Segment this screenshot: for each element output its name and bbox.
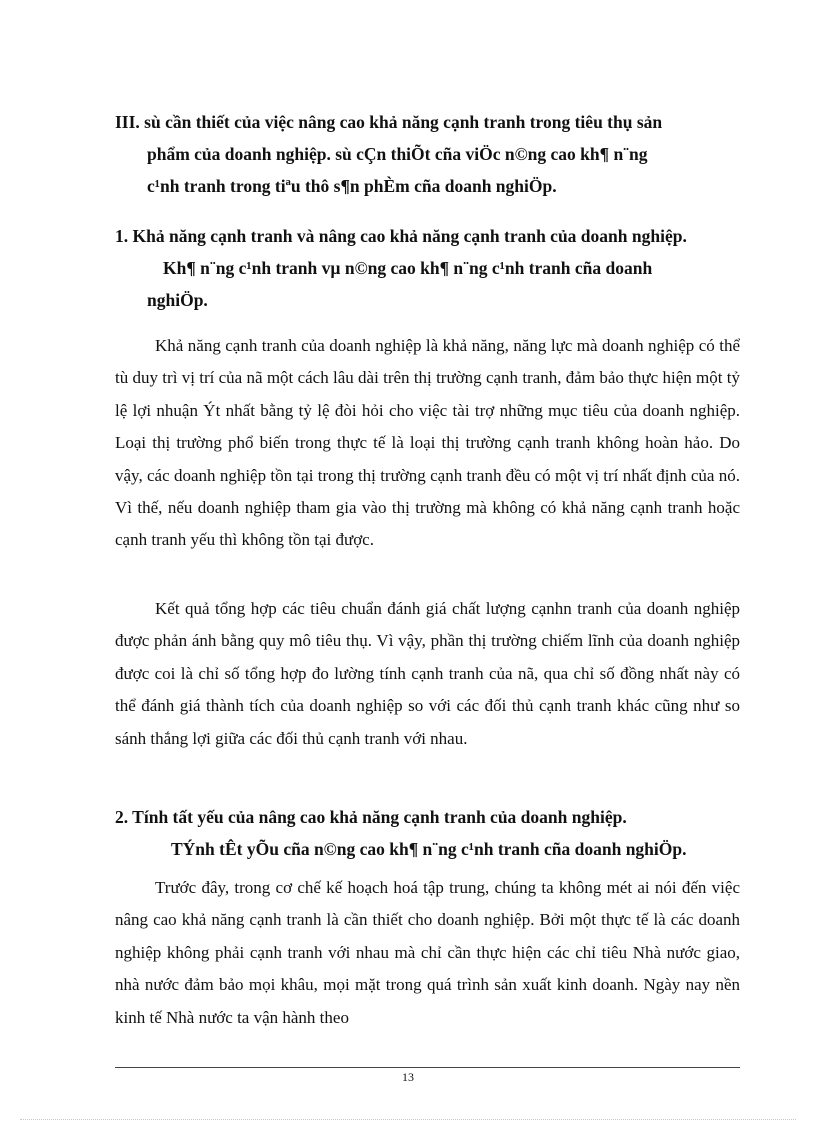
paragraph: Kết quả tổng hợp các tiêu chuẩn đánh giá chất lượng cạnhn tranh của doanh nghiệp được phản ánh bằng quy mô tiêu thụ. Vì vậy, phần thị trường chiếm lĩnh của doanh nghiệp được coi là chỉ số tổng hợp đo lường tính cạnh tranh của nã, qua chỉ số đồng nhất này có thể đánh giá thành tích của doanh nghiệp so với các đối thủ cạnh tranh khác cũng như so sánh thắng lợi giữa các đối thủ cạnh tranh với nhau. — [115, 599, 740, 748]
heading-line: Kh¶ n¨ng c¹nh tranh vµ n©ng cao kh¶ n¨ng c¹nh tranh cña doanh — [163, 258, 653, 278]
page-boundary — [20, 1119, 796, 1120]
paragraph: Trước đây, trong cơ chế kế hoạch hoá tập trung, chúng ta không mét ai nói đến việc nâng cao khả năng cạnh tranh là cần thiết cho doanh nghiệp. Bởi một thực tế là các doanh nghiệp không phải cạnh tranh với nhau mà chỉ cần thực hiện các chỉ tiêu Nhà nước giao, nhà nước đảm bảo mọi khâu, mọi mặt trong quá trình sản xuất kinh doanh. Ngày nay nền kinh tế Nhà nước ta vận hành theo — [115, 878, 740, 1027]
paragraph: Khả năng cạnh tranh của doanh nghiệp là khả năng, năng lực mà doanh nghiệp có thể tù duy trì vị trí của nã một cách lâu dài trên thị trường cạnh tranh, đảm bảo thực hiện một tỷ lệ lợi nhuận Ýt nhất bằng tỷ lệ đòi hỏi cho việc tài trợ những mục tiêu của doanh nghiệp. Loại thị trường phổ biến trong thực tế là loại thị trường cạnh tranh không hoàn hảo. Do vậy, các doanh nghiệp tồn tại trong thị trường cạnh tranh đều có một vị trí nhất định của nó. Vì thế, nếu doanh nghiệp tham gia vào thị trường mà không có khả năng cạnh tranh hoặc cạnh tranh yếu thì không tồn tại được. — [115, 336, 740, 550]
heading-line: III. sù cần thiết của việc nâng cao khả năng cạnh tranh trong tiêu thụ sản — [115, 112, 663, 132]
heading-line: nghiÖp. — [147, 290, 208, 310]
section-2-heading — [115, 801, 740, 865]
heading-line: phẩm của doanh nghiệp. sù cÇn thiÕt cña viÖc n©ng cao kh¶ n¨ng — [147, 144, 648, 164]
footer-rule — [115, 1067, 740, 1068]
heading-line: c¹nh tranh trong tiªu thô s¶n phÈm cña doanh nghiÖp. — [147, 176, 557, 196]
heading-line: 1. Khả năng cạnh tranh và nâng cao khả năng cạnh tranh của doanh nghiệp. — [115, 226, 687, 246]
heading-line: TÝnh tÊt yÕu cña n©ng cao kh¶ n¨ng c¹nh tranh cña doanh nghiÖp. — [171, 839, 687, 859]
heading-line: 2. Tính tất yếu của nâng cao khả năng cạnh tranh của doanh nghiệp. — [115, 807, 627, 827]
page-number: 13 — [402, 1070, 414, 1084]
section-iii-heading — [115, 106, 740, 202]
section-1-heading — [115, 220, 740, 316]
